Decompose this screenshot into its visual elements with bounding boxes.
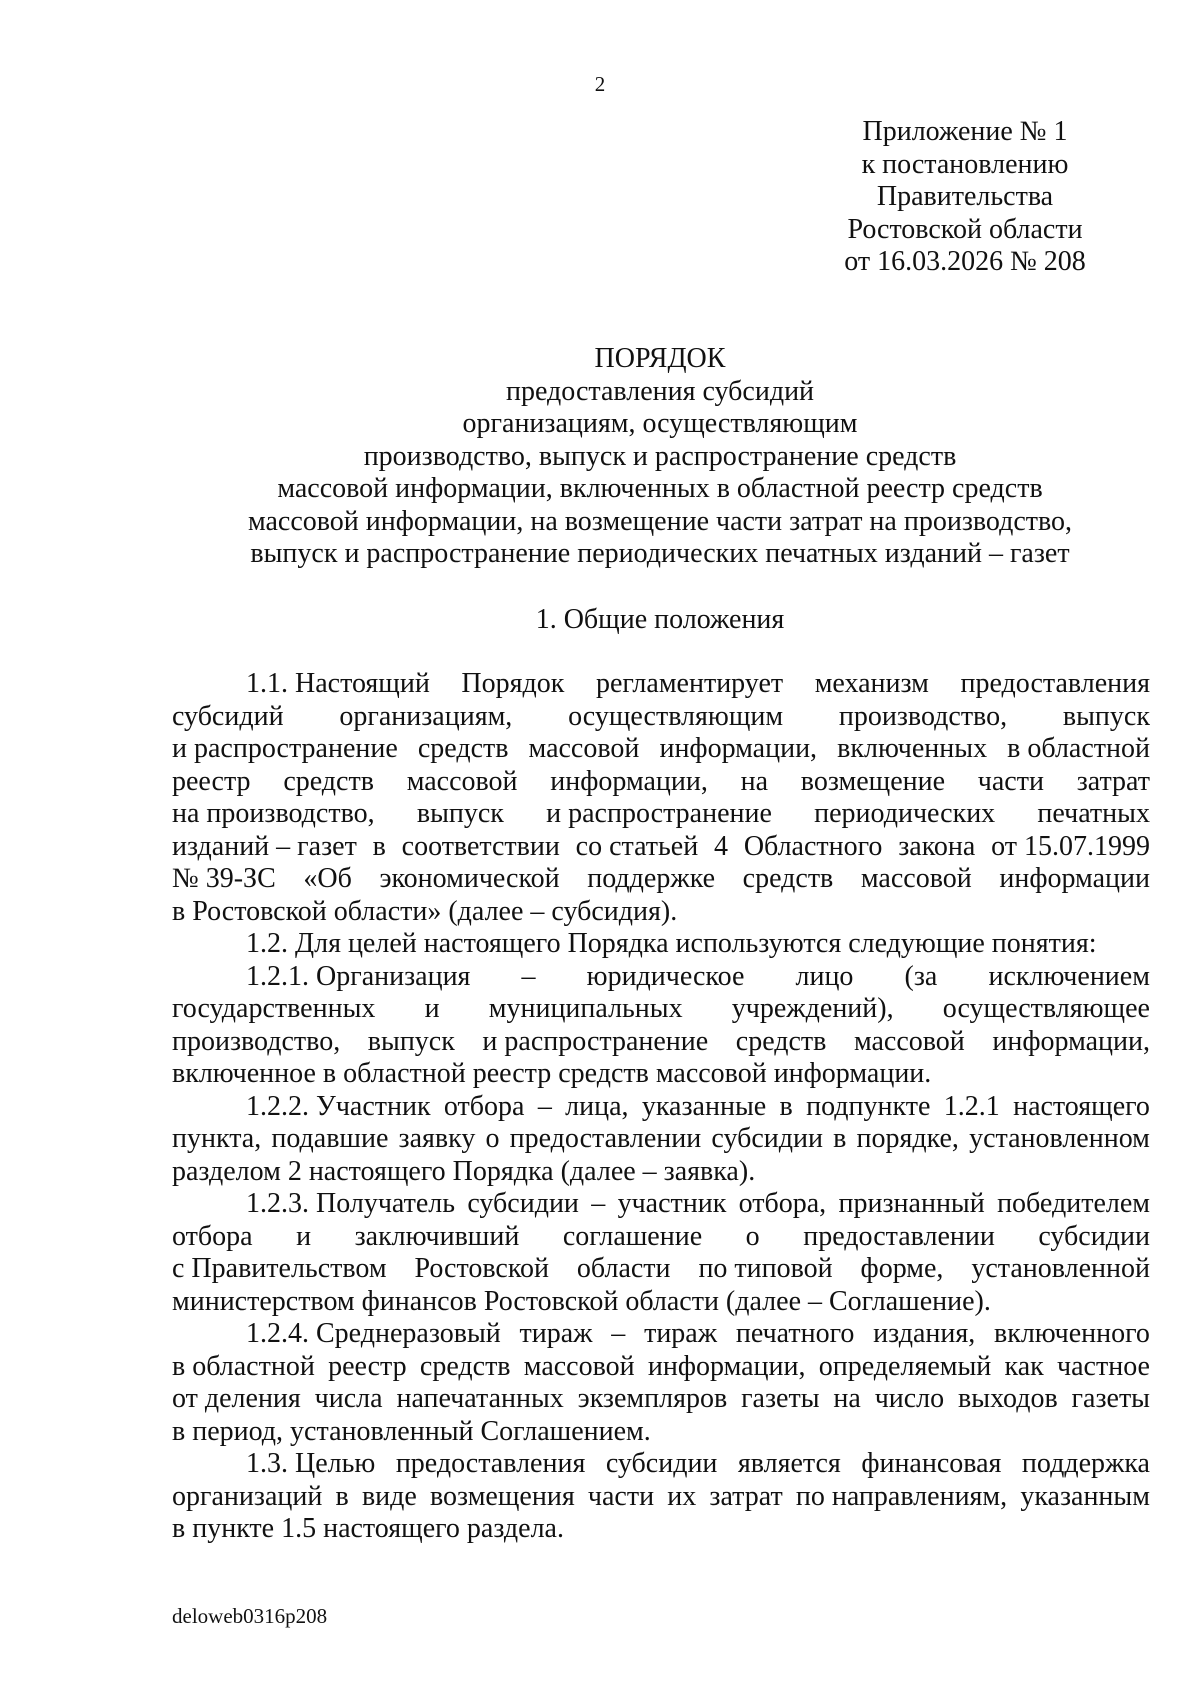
text-word: части	[587, 1480, 655, 1512]
document-title	[170, 343, 1150, 571]
text-word: определяемый	[818, 1350, 992, 1382]
paragraph	[172, 1448, 1150, 1546]
text-word: настоящего	[1013, 1090, 1150, 1122]
text-word: виде	[361, 1480, 417, 1512]
text-word: субсидий	[172, 700, 284, 732]
text-word: 1.2.2. Участник	[246, 1090, 431, 1122]
text-line	[172, 1156, 1150, 1189]
text-run: включенное в областной реестр средств массовой информации.	[172, 1058, 932, 1089]
text-word: отбора	[172, 1220, 253, 1252]
text-run: в Ростовской области» (далее – субсидия).	[172, 895, 678, 927]
text-word: массовой	[528, 733, 640, 764]
text-word: предоставления	[960, 668, 1150, 699]
text-word: экономической	[379, 863, 560, 894]
text-word: и распространение	[546, 798, 772, 829]
text-word: заявку	[398, 1123, 476, 1154]
appendix-block	[800, 116, 1130, 279]
text-word: осуществляющее	[942, 993, 1150, 1024]
text-line	[172, 831, 1150, 864]
text-word: затрат	[1076, 765, 1150, 797]
text-word: включенного	[994, 1318, 1150, 1349]
text-word: признанный	[838, 1188, 985, 1219]
text-word: области	[576, 1253, 671, 1284]
text-word: 1.2.3. Получатель	[246, 1188, 456, 1219]
text-word: –	[611, 1318, 626, 1349]
text-word: подпункте	[806, 1090, 931, 1122]
text-word: организаций	[172, 1480, 323, 1512]
text-line	[172, 1513, 1150, 1546]
text-word: газеты	[1071, 1383, 1150, 1414]
text-word: в	[779, 1090, 793, 1122]
text-word: средств	[419, 1350, 511, 1382]
text-line	[172, 896, 1150, 929]
text-word: лицо	[795, 960, 854, 992]
text-word: финансовая	[861, 1448, 1002, 1479]
text-word: средств	[742, 863, 834, 894]
appendix-line: Приложение № 1	[862, 116, 1068, 147]
text-word: выходов	[958, 1383, 1058, 1414]
text-word: заключивший	[354, 1220, 520, 1252]
text-word: в	[372, 830, 386, 862]
text-word: от деления	[172, 1383, 301, 1414]
text-word: субсидии	[605, 1448, 718, 1479]
text-word: экземпляров	[577, 1383, 728, 1414]
text-word: производство,	[838, 700, 1008, 732]
text-word: пункта,	[172, 1123, 262, 1154]
text-word: победителем	[997, 1188, 1150, 1219]
text-line	[172, 1481, 1150, 1514]
text-run: в пункте 1.5 настоящего раздела.	[172, 1513, 564, 1544]
text-word: «Об	[303, 863, 352, 894]
text-word: –	[521, 960, 536, 992]
text-word: издания,	[873, 1318, 976, 1349]
text-word: реестр	[172, 765, 251, 797]
text-word: лица,	[565, 1090, 629, 1122]
text-word: юридическое	[586, 960, 745, 992]
text-word: форме,	[860, 1253, 944, 1284]
text-word: государственных	[172, 993, 376, 1024]
text-word: предоставлении	[803, 1220, 995, 1252]
text-line	[172, 993, 1150, 1026]
paragraph	[172, 1318, 1150, 1448]
text-run: 1.2. Для целей настоящего Порядка используются следующие понятия:	[246, 928, 1097, 959]
text-word: отбора,	[738, 1188, 827, 1219]
text-line	[172, 1383, 1150, 1416]
text-word: поддержке	[587, 863, 716, 894]
text-line	[172, 1188, 1150, 1221]
text-word: поддержка	[1021, 1448, 1150, 1479]
appendix-line: от 16.03.2026 № 208	[844, 246, 1086, 277]
text-line	[172, 1318, 1150, 1351]
text-word: субсидии	[711, 1123, 823, 1154]
text-word: закона	[898, 830, 976, 862]
paragraph	[172, 1188, 1150, 1318]
text-run: министерством финансов Ростовской области (далее – Соглашение).	[172, 1285, 991, 1317]
text-line	[172, 766, 1150, 799]
text-word: массовой	[853, 1025, 965, 1057]
text-word: в областной	[172, 1350, 315, 1382]
text-word: включенных	[837, 733, 988, 764]
text-word: тираж	[519, 1318, 593, 1349]
text-word: механизм	[814, 668, 929, 699]
text-word: информации,	[550, 765, 708, 797]
text-line	[172, 1026, 1150, 1059]
text-word: на производство,	[172, 798, 375, 829]
paragraph	[172, 961, 1150, 1091]
text-word: 4	[714, 830, 729, 862]
text-word: 1.2.4. Среднеразовый	[246, 1318, 501, 1349]
text-word: возмещение	[800, 765, 946, 797]
text-word: средств	[417, 733, 509, 764]
paragraph	[172, 668, 1150, 928]
text-word: учреждений),	[731, 993, 894, 1024]
text-word: изданий – газет	[172, 830, 357, 862]
text-word: в областной	[1007, 733, 1150, 764]
text-line	[172, 1286, 1150, 1319]
text-word: периодических	[814, 798, 996, 829]
text-word: как	[1004, 1350, 1044, 1382]
text-word: напечатанных	[396, 1383, 564, 1414]
text-word: установленном	[969, 1123, 1150, 1154]
text-line	[172, 1253, 1150, 1286]
title-line: производство, выпуск и распространение средств	[363, 440, 957, 472]
text-word: порядке,	[856, 1123, 959, 1154]
text-word: информации,	[647, 1350, 806, 1382]
appendix-line: Правительства	[876, 181, 1054, 212]
title-line: организациям, осуществляющим	[462, 408, 858, 439]
text-word: организациям,	[339, 700, 513, 732]
text-word: реестр	[328, 1350, 407, 1382]
text-word: на	[740, 765, 769, 797]
text-word: и распространение	[482, 1025, 709, 1057]
text-word: и	[424, 993, 440, 1024]
text-word: 1.2.1. Организация	[246, 960, 471, 992]
text-word: соглашение	[562, 1220, 703, 1252]
appendix-line: к постановлению	[861, 148, 1069, 180]
text-line	[172, 733, 1150, 766]
text-word: печатных	[1037, 798, 1150, 829]
text-word: установленной	[971, 1253, 1150, 1284]
text-word: с Правительством	[172, 1253, 387, 1284]
text-word: муниципальных	[488, 993, 683, 1024]
page-number: 2	[594, 72, 606, 96]
text-line	[172, 928, 1150, 961]
text-word: печатного	[735, 1318, 855, 1349]
text-word: Областного	[743, 830, 883, 862]
text-line	[172, 798, 1150, 831]
text-line	[172, 1448, 1150, 1481]
text-word: массовой	[406, 765, 518, 797]
text-word: осуществляющим	[568, 700, 784, 732]
text-word: информации,	[659, 733, 818, 764]
text-word: 1.2.1	[943, 1090, 1000, 1122]
text-word: число	[874, 1383, 945, 1414]
text-word: в	[833, 1123, 847, 1154]
text-line	[172, 1091, 1150, 1124]
footer-code: deloweb0316p208	[172, 1604, 328, 1628]
text-word: частное	[1057, 1350, 1150, 1382]
title-line: предоставления субсидий	[505, 375, 815, 407]
text-word: (за	[904, 960, 938, 992]
text-word: участник	[617, 1188, 727, 1219]
text-line	[172, 863, 1150, 896]
text-word: средств	[283, 765, 374, 797]
text-word: в	[335, 1480, 349, 1512]
text-word: субсидии	[1038, 1220, 1150, 1252]
text-word: и	[296, 1220, 312, 1252]
text-word: по направлениям,	[795, 1480, 1008, 1512]
text-word: соответствии	[401, 830, 560, 862]
text-word: от 15.07.1999	[991, 830, 1150, 862]
title-heading: ПОРЯДОК	[594, 343, 726, 374]
text-word: массовой	[860, 863, 972, 894]
text-word: массовой	[523, 1350, 635, 1382]
text-run: в период, установленный Соглашением.	[172, 1415, 651, 1447]
text-word: затрат	[709, 1480, 783, 1512]
body-text	[172, 668, 1150, 1546]
text-line	[172, 1058, 1150, 1091]
text-word: Ростовской	[414, 1253, 550, 1284]
text-word: является	[737, 1448, 841, 1479]
text-line	[172, 701, 1150, 734]
text-word: –	[591, 1188, 606, 1219]
text-word: 1.3. Целью	[246, 1448, 376, 1479]
text-word: исключением	[988, 960, 1150, 992]
text-word: 1.1. Настоящий	[246, 668, 430, 699]
text-word: выпуск	[416, 798, 504, 829]
text-word: выпуск	[367, 1025, 455, 1057]
text-word: Порядок	[461, 668, 565, 699]
text-word: указанным	[1020, 1480, 1150, 1512]
text-word: подавшие	[271, 1123, 389, 1154]
text-word: средств	[735, 1025, 827, 1057]
title-line: массовой информации, на возмещение части затрат на производство,	[247, 505, 1073, 537]
text-line	[172, 961, 1150, 994]
paragraph	[172, 928, 1150, 961]
appendix-line: Ростовской области	[847, 213, 1083, 245]
text-word: регламентирует	[595, 668, 784, 699]
text-line	[172, 1351, 1150, 1384]
text-word: указанные	[641, 1090, 767, 1122]
text-word: о	[745, 1220, 760, 1252]
text-word: числа	[314, 1383, 383, 1414]
text-word: предоставления	[395, 1448, 586, 1479]
text-word: информации,	[992, 1025, 1150, 1057]
title-line: выпуск и распространение периодических печатных изданий – газет	[250, 538, 1070, 569]
text-word: их	[667, 1480, 697, 1512]
text-line	[172, 1123, 1150, 1156]
text-word: на	[833, 1383, 861, 1414]
text-line	[172, 668, 1150, 701]
text-word: информации	[999, 863, 1150, 894]
text-word: № 39-ЗС	[172, 863, 276, 894]
text-word: части	[977, 765, 1044, 797]
text-word: газеты	[741, 1383, 820, 1414]
text-word: производство,	[172, 1025, 341, 1057]
text-word: тираж	[644, 1318, 718, 1349]
paragraph	[172, 1091, 1150, 1189]
text-word: по типовой	[698, 1253, 833, 1284]
section-heading: 1. Общие положения	[535, 604, 785, 635]
text-word: возмещения	[430, 1480, 575, 1512]
text-word: субсидии	[467, 1188, 579, 1219]
text-word: и распространение	[172, 733, 398, 764]
text-line	[172, 1416, 1150, 1449]
text-word: отбора	[443, 1090, 525, 1122]
text-line	[172, 1221, 1150, 1254]
text-word: предоставлении	[509, 1123, 702, 1154]
text-word: о	[485, 1123, 500, 1154]
text-word: выпуск	[1062, 700, 1150, 732]
title-line: массовой информации, включенных в областной реестр средств	[277, 473, 1043, 504]
text-run: разделом 2 настоящего Порядка (далее – заявка).	[172, 1155, 756, 1187]
text-word: со статьей	[575, 830, 699, 862]
text-word: –	[537, 1090, 552, 1122]
